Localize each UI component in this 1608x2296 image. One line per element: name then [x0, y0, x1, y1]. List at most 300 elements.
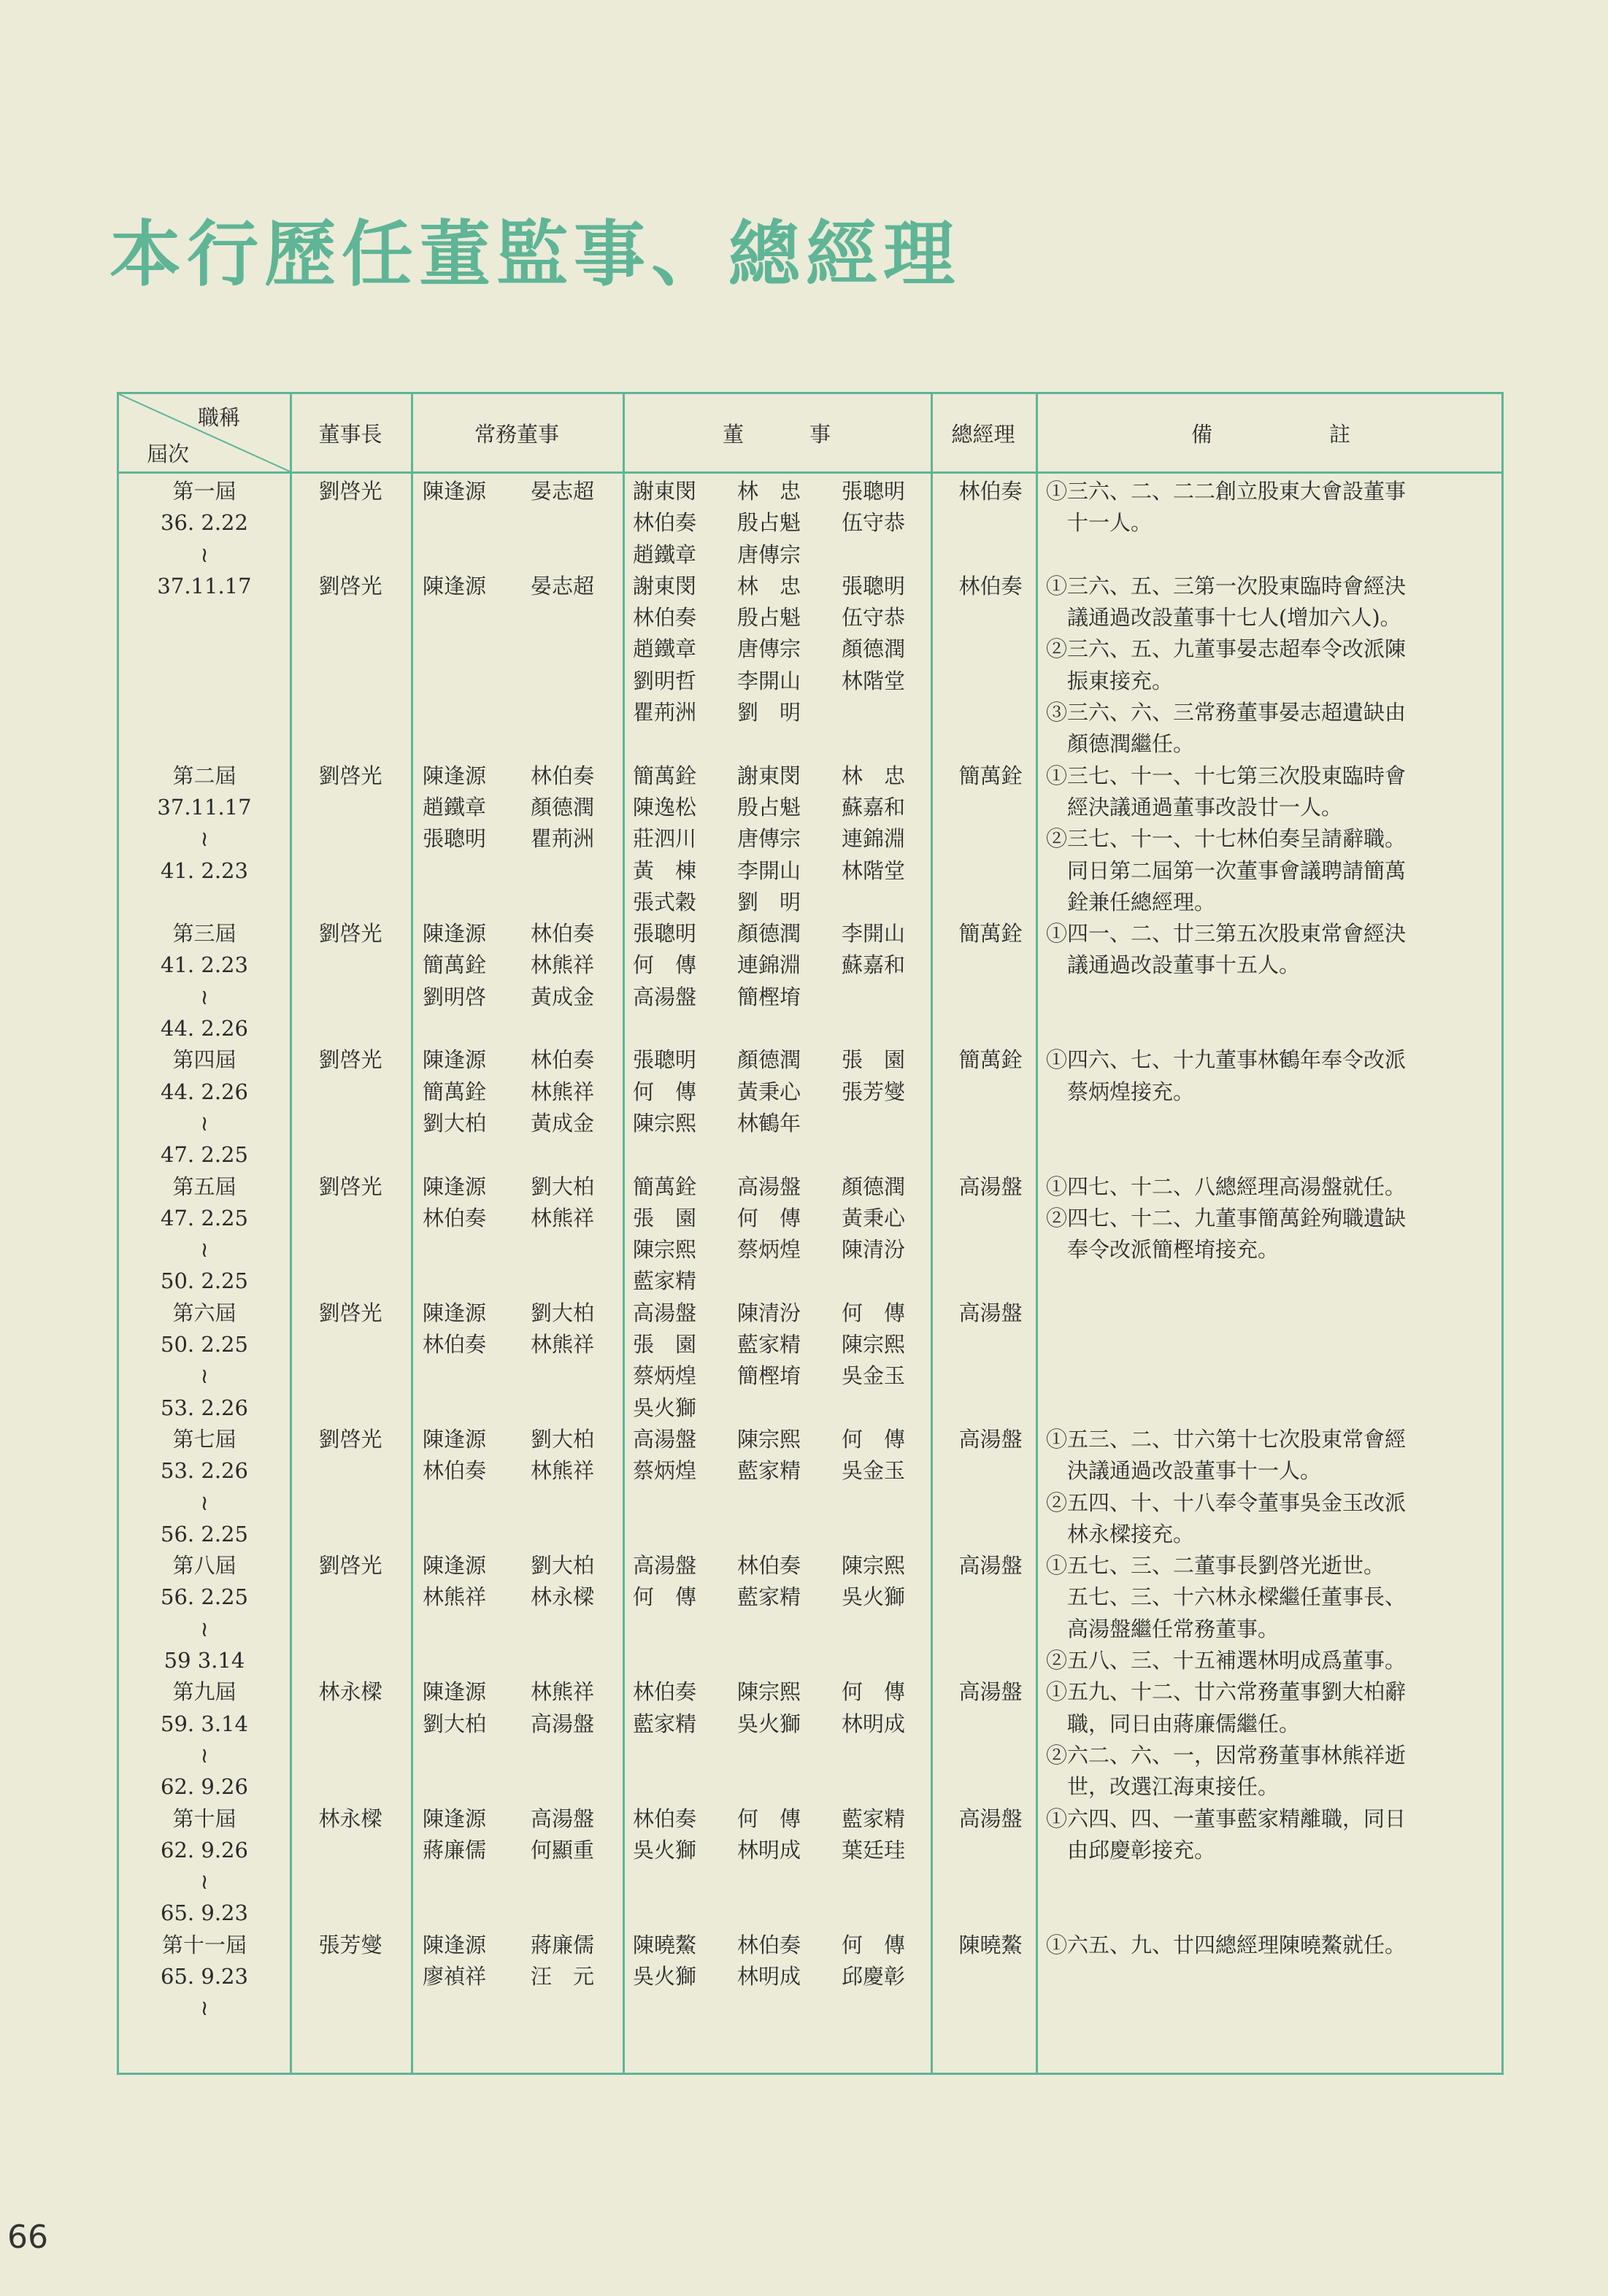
person-name: 陳宗熙: [633, 1237, 697, 1263]
standing-line: [423, 1961, 594, 1992]
note-line: 銓兼任總經理。: [1046, 889, 1216, 914]
person-name: 黃 棟: [633, 858, 697, 883]
standing-line: [423, 1329, 594, 1360]
directors-line: [633, 855, 905, 887]
term-line: ≀: [200, 1237, 209, 1263]
term-line: ≀: [200, 984, 209, 1009]
chairman-cell: 劉啓光: [318, 573, 382, 598]
person-name: 陳宗熙: [842, 1332, 906, 1357]
chairman-cell: 張芳燮: [318, 1932, 382, 1957]
person-name: 黃成金: [531, 1110, 595, 1136]
col-divider: [290, 394, 292, 2073]
standing-directors-cell: [423, 918, 594, 1013]
person-name: 林階堂: [842, 668, 906, 693]
directors-line: [633, 1329, 905, 1360]
person-name: 陳清汾: [842, 1237, 906, 1263]
note-line: 議通過改設董事十七人(增加六人)。: [1046, 605, 1401, 631]
standing-line: [423, 1455, 594, 1487]
term-line: 第四屆: [172, 1047, 236, 1073]
person-name: 黃成金: [531, 984, 595, 1009]
note-line: 顏德潤繼任。: [1046, 731, 1195, 757]
directors-line: [633, 571, 905, 602]
term-cell: [119, 1930, 290, 2025]
person-name: 陳逢源: [423, 1553, 487, 1579]
person-name: 陳宗熙: [842, 1553, 906, 1579]
general-manager-cell: 陳曉鰲: [958, 1932, 1023, 1957]
note-line: ①五七、三、二董事長劉啓光逝世。: [1046, 1553, 1385, 1579]
standing-line: [423, 1835, 594, 1866]
directors-line: [633, 1708, 905, 1740]
directors-cell: [633, 1298, 905, 1424]
term-cell: [119, 918, 290, 1044]
term-cell: [119, 1298, 290, 1424]
standing-line: [423, 1708, 594, 1740]
person-name: 林伯奏: [423, 1205, 487, 1230]
term-line: 44. 2.26: [161, 1079, 248, 1104]
person-name: 高湯盤: [633, 1300, 697, 1325]
directors-line: [633, 982, 905, 1013]
person-name: 林熊祥: [531, 1679, 595, 1705]
term-line: 第九屆: [172, 1679, 236, 1705]
standing-line: [423, 1676, 594, 1708]
person-name: 陳逢源: [423, 1679, 487, 1705]
standing-line: [423, 1424, 594, 1455]
note-line: 奉令改派簡樫堉接充。: [1046, 1237, 1280, 1263]
person-name: 邱慶彰: [842, 1964, 906, 1989]
person-name: 蔡炳煌: [633, 1458, 697, 1484]
person-name: 吳金玉: [842, 1363, 906, 1389]
person-name: 黃秉心: [842, 1205, 906, 1230]
person-name: 高湯盤: [633, 1427, 697, 1452]
directors-cell: [633, 918, 905, 1013]
note-line: ①四一、二、廿三第五次股東常會經決: [1046, 921, 1407, 947]
directors-cell: [633, 1676, 905, 1740]
directors-line: [633, 633, 905, 665]
person-name: 林伯奏: [531, 1047, 595, 1073]
term-line: ≀: [200, 1742, 209, 1768]
person-name: 林熊祥: [531, 1205, 595, 1230]
note-line: ①六五、九、廿四總經理陳曉鰲就任。: [1046, 1932, 1407, 1957]
person-name: 陳逢源: [423, 1427, 487, 1452]
person-name: 藍家精: [842, 1806, 906, 1831]
header-term-label: 屆次: [147, 442, 190, 466]
notes-cell: [1046, 476, 1406, 539]
term-line: 56. 2.25: [161, 1521, 248, 1546]
general-manager-cell: 高湯盤: [958, 1427, 1023, 1452]
person-name: 李開山: [737, 858, 801, 883]
note-line: 議通過改設董事十五人。: [1046, 952, 1301, 978]
person-name: 連錦淵: [737, 952, 801, 978]
person-name: 何 傳: [633, 1079, 697, 1104]
note-line: ②五八、三、十五補選林明成爲董事。: [1046, 1648, 1407, 1673]
term-line: 第八屆: [172, 1553, 236, 1579]
directors-line: [633, 1424, 905, 1455]
directors-line: [633, 1835, 905, 1866]
person-name: 張聰明: [842, 573, 906, 598]
person-name: 劉大柏: [531, 1427, 595, 1452]
directors-line: [633, 1266, 905, 1297]
person-name: 藍家精: [633, 1268, 697, 1294]
person-name: 劉明啓: [423, 984, 487, 1009]
person-name: 何 傳: [842, 1679, 906, 1705]
note-line: ①六四、四、一董事藍家精離職，同日: [1046, 1806, 1407, 1831]
person-name: 張聰明: [423, 826, 487, 852]
person-name: 劉大柏: [423, 1110, 487, 1136]
standing-directors-cell: [423, 1676, 594, 1740]
term-line: 47. 2.25: [161, 1142, 248, 1168]
person-name: 謝東閔: [737, 763, 801, 788]
person-name: 蔡炳煌: [737, 1237, 801, 1263]
directors-line: [633, 1108, 905, 1139]
directors-line: [633, 507, 905, 539]
person-name: 蔡炳煌: [633, 1363, 697, 1389]
note-line: 由邱慶彰接充。: [1046, 1837, 1216, 1862]
note-line: ②三六、五、九董事晏志超奉令改派陳: [1046, 636, 1407, 662]
person-name: 李開山: [737, 668, 801, 693]
term-cell: [119, 1424, 290, 1550]
term-line: 53. 2.26: [161, 1395, 248, 1420]
directors-line: [633, 1392, 905, 1424]
person-name: 蔣廉儒: [531, 1932, 595, 1957]
term-cell: [119, 1044, 290, 1171]
person-name: 謝東閔: [633, 479, 697, 504]
note-line: ①三六、二、二二創立股東大會設董事: [1046, 479, 1407, 504]
standing-line: [423, 571, 594, 602]
general-manager-cell: 高湯盤: [958, 1553, 1023, 1579]
standing-directors-cell: [423, 1171, 594, 1235]
chairman-cell: 劉啓光: [318, 479, 382, 504]
general-manager-cell: 林伯奏: [958, 573, 1023, 598]
standing-line: [423, 1044, 594, 1076]
header-standing: 常務董事: [474, 421, 559, 447]
standing-directors-cell: [423, 1424, 594, 1487]
term-cell: [119, 760, 290, 887]
person-name: 陳逢源: [423, 479, 487, 504]
general-manager-cell: 高湯盤: [958, 1300, 1023, 1325]
person-name: 唐傳宗: [737, 636, 801, 662]
person-name: 吳火獅: [633, 1964, 697, 1989]
standing-directors-cell: [423, 1803, 594, 1867]
person-name: 劉大柏: [423, 1711, 487, 1736]
page-title: 本行歷任董監事、總經理: [109, 213, 961, 296]
person-name: 藍家精: [737, 1458, 801, 1484]
person-name: 陳曉鰲: [633, 1932, 697, 1957]
term-line: 62. 9.26: [161, 1837, 248, 1862]
directors-cell: [633, 1550, 905, 1614]
term-line: ≀: [200, 1490, 209, 1515]
header-position-label: 職稱: [198, 405, 241, 430]
person-name: 林階堂: [842, 858, 906, 883]
note-line: ①四六、七、十九董事林鶴年奉令改派: [1046, 1047, 1407, 1073]
person-name: 陳逢源: [423, 1174, 487, 1199]
person-name: 李開山: [842, 921, 906, 947]
person-name: 陳逢源: [423, 1047, 487, 1073]
chairman-cell: 劉啓光: [318, 1427, 382, 1452]
standing-directors-cell: [423, 571, 594, 602]
chairman-cell: 劉啓光: [318, 921, 382, 947]
person-name: 顏德潤: [737, 1047, 801, 1073]
person-name: 陳逸松: [633, 794, 697, 820]
term-line: 37.11.17: [157, 794, 252, 820]
standing-line: [423, 918, 594, 949]
header-gm: 總經理: [951, 421, 1015, 447]
term-cell: [119, 476, 290, 602]
person-name: 伍守恭: [842, 605, 906, 631]
person-name: 何 傳: [737, 1806, 801, 1831]
person-name: 顏德潤: [737, 921, 801, 947]
directors-line: [633, 1076, 905, 1108]
directors-line: [633, 1234, 905, 1266]
directors-line: [633, 1455, 905, 1487]
person-name: 吳火獅: [842, 1584, 906, 1610]
note-line: 世，改選江海東接任。: [1046, 1774, 1280, 1800]
directors-line: [633, 823, 905, 855]
term-line: 56. 2.25: [161, 1584, 248, 1610]
note-line: ①三六、五、三第一次股東臨時會經決: [1046, 573, 1407, 598]
chairman-cell: 劉啓光: [318, 1174, 382, 1199]
person-name: 葉廷珪: [842, 1837, 906, 1862]
person-name: 劉 明: [737, 700, 801, 725]
person-name: 簡樫堉: [737, 1363, 801, 1389]
col-divider: [411, 394, 413, 2073]
person-name: 張 園: [633, 1205, 697, 1230]
term-cell: [119, 1803, 290, 1930]
person-name: 林 忠: [737, 573, 801, 598]
person-name: 瞿荊洲: [531, 826, 595, 852]
person-name: 吳金玉: [842, 1458, 906, 1484]
standing-directors-cell: [423, 476, 594, 507]
directors-line: [633, 476, 905, 507]
directors-cell: [633, 1044, 905, 1139]
directors-line: [633, 697, 905, 728]
person-name: 陳逢源: [423, 1806, 487, 1831]
person-name: 晏志超: [531, 573, 595, 598]
directors-cell: [633, 1930, 905, 1993]
note-line: ③三六、六、三常務董事晏志超遺缺由: [1046, 700, 1407, 725]
notes-cell: [1046, 1550, 1406, 1676]
term-line: 37.11.17: [157, 573, 252, 598]
person-name: 簡樫堉: [737, 984, 801, 1009]
standing-line: [423, 792, 594, 823]
directors-line: [633, 918, 905, 949]
person-name: 林熊祥: [531, 1079, 595, 1104]
person-name: 林 忠: [737, 479, 801, 504]
note-line: 職，同日由蔣廉儒繼任。: [1046, 1711, 1301, 1736]
person-name: 莊泗川: [633, 826, 697, 852]
person-name: 陳逢源: [423, 1932, 487, 1957]
person-name: 林伯奏: [633, 510, 697, 536]
person-name: 高湯盤: [633, 984, 697, 1009]
person-name: 林鶴年: [737, 1110, 801, 1136]
chairman-cell: 劉啓光: [318, 1553, 382, 1579]
term-line: 第一屆: [172, 479, 236, 504]
person-name: 劉大柏: [531, 1300, 595, 1325]
note-line: ②五四、十、十八奉令董事吳金玉改派: [1046, 1490, 1407, 1515]
directors-line: [633, 760, 905, 792]
person-name: 林 忠: [842, 763, 906, 788]
note-line: 同日第二屆第一次董事會議聘請簡萬: [1046, 858, 1407, 883]
directors-line: [633, 1550, 905, 1582]
directors-line: [633, 1298, 905, 1329]
directors-line: [633, 1171, 905, 1203]
person-name: 張芳燮: [842, 1079, 906, 1104]
note-line: ①五九、十二、廿六常務董事劉大柏辭: [1046, 1679, 1407, 1705]
term-line: ≀: [200, 542, 209, 567]
directors-line: [633, 792, 905, 823]
person-name: 陳逢源: [423, 763, 487, 788]
directors-line: [633, 1044, 905, 1076]
header-directors: 董事: [722, 421, 896, 447]
header-divider: [119, 471, 1501, 474]
directors-line: [633, 539, 905, 571]
person-name: 張 園: [842, 1047, 906, 1073]
person-name: 何 傳: [633, 952, 697, 978]
note-line: ②四七、十二、九董事簡萬銓殉職遺缺: [1046, 1205, 1407, 1230]
person-name: 何 傳: [842, 1300, 906, 1325]
standing-line: [423, 1803, 594, 1835]
person-name: 何 傳: [633, 1584, 697, 1610]
person-name: 張 園: [633, 1332, 697, 1357]
note-line: 高湯盤繼任常務董事。: [1046, 1616, 1280, 1641]
person-name: 陳宗熙: [633, 1110, 697, 1136]
note-line: 五七、三、十六林永樑繼任董事長、: [1046, 1584, 1407, 1610]
person-name: 顏德潤: [842, 636, 906, 662]
standing-line: [423, 1298, 594, 1329]
note-line: ②六二、六、一，因常務董事林熊祥逝: [1046, 1742, 1407, 1768]
person-name: 陳逢源: [423, 921, 487, 947]
note-line: ①三七、十一、十七第三次股東臨時會: [1046, 763, 1407, 788]
person-name: 劉大柏: [531, 1553, 595, 1579]
term-line: 36. 2.22: [161, 510, 248, 536]
term-line: 47. 2.25: [161, 1205, 248, 1230]
person-name: 蔣廉儒: [423, 1837, 487, 1862]
notes-cell: [1046, 1803, 1406, 1867]
note-line: ①四七、十二、八總經理高湯盤就任。: [1046, 1174, 1407, 1199]
term-line: 53. 2.26: [161, 1458, 248, 1484]
term-line: 第三屆: [172, 921, 236, 947]
person-name: 林伯奏: [633, 1679, 697, 1705]
person-name: 謝東閔: [633, 573, 697, 598]
note-line: ②三七、十一、十七林伯奏呈請辭職。: [1046, 826, 1407, 852]
notes-cell: [1046, 571, 1406, 760]
person-name: 唐傳宗: [737, 542, 801, 567]
term-line: ≀: [200, 1995, 209, 2021]
term-line: 59. 3.14: [161, 1711, 248, 1736]
term-line: 第二屆: [172, 763, 236, 788]
term-line: 65. 9.23: [161, 1900, 248, 1926]
person-name: 藍家精: [737, 1584, 801, 1610]
term-line: 44. 2.26: [161, 1016, 248, 1041]
person-name: 陳宗熙: [737, 1679, 801, 1705]
page-number: 66: [7, 2219, 48, 2256]
person-name: 劉 明: [737, 889, 801, 914]
person-name: 吳火獅: [633, 1837, 697, 1862]
directors-line: [633, 1961, 905, 1992]
directors-cell: [633, 1171, 905, 1298]
term-line: ≀: [200, 1363, 209, 1389]
notes-cell: [1046, 1930, 1406, 1961]
person-name: 瞿荊洲: [633, 700, 697, 725]
person-name: 吳火獅: [633, 1395, 697, 1420]
person-name: 林明成: [737, 1837, 801, 1862]
directors-cell: [633, 1424, 905, 1487]
directors-line: [633, 1803, 905, 1835]
directors-line: [633, 1203, 905, 1234]
col-divider: [623, 394, 625, 2073]
person-name: 林熊祥: [423, 1584, 487, 1610]
standing-directors-cell: [423, 1930, 594, 1993]
standing-line: [423, 1930, 594, 1961]
directors-cell: [633, 476, 905, 571]
notes-cell: [1046, 1676, 1406, 1803]
term-line: 第十屆: [172, 1806, 236, 1831]
person-name: 劉明哲: [633, 668, 697, 693]
general-manager-cell: 高湯盤: [958, 1679, 1023, 1705]
term-line: 41. 2.23: [161, 858, 248, 883]
note-line: ①五三、二、廿六第十七次股東常會經: [1046, 1427, 1407, 1452]
term-cell: [119, 1171, 290, 1298]
person-name: 林伯奏: [737, 1932, 801, 1957]
notes-cell: [1046, 1424, 1406, 1550]
person-name: 殷占魁: [737, 605, 801, 631]
person-name: 張聰明: [633, 921, 697, 947]
person-name: 高湯盤: [737, 1174, 801, 1199]
person-name: 簡萬銓: [633, 1174, 697, 1199]
standing-line: [423, 760, 594, 792]
standing-line: [423, 1550, 594, 1582]
person-name: 陳逢源: [423, 1300, 487, 1325]
standing-line: [423, 1582, 594, 1613]
chairman-cell: 劉啓光: [318, 1300, 382, 1325]
directors-cell: [633, 1803, 905, 1867]
person-name: 張聰明: [842, 479, 906, 504]
person-name: 林熊祥: [531, 952, 595, 978]
person-name: 林伯奏: [633, 1806, 697, 1831]
directors-cell: [633, 760, 905, 918]
note-line: 十一人。: [1046, 510, 1153, 536]
term-line: 41. 2.23: [161, 952, 248, 978]
general-manager-cell: 簡萬銓: [958, 1047, 1023, 1073]
person-name: 趙鐵章: [633, 542, 697, 567]
person-name: 高湯盤: [531, 1711, 595, 1736]
standing-line: [423, 1203, 594, 1234]
person-name: 高湯盤: [531, 1806, 595, 1831]
person-name: 陳逢源: [423, 573, 487, 598]
directors-line: [633, 1582, 905, 1613]
header-notes: 備註: [1190, 421, 1467, 447]
person-name: 簡萬銓: [633, 763, 697, 788]
general-manager-cell: 林伯奏: [958, 479, 1023, 504]
directors-line: [633, 1676, 905, 1708]
term-line: ≀: [200, 1616, 209, 1641]
standing-line: [423, 1076, 594, 1108]
note-line: 蔡炳煌接充。: [1046, 1079, 1195, 1104]
notes-cell: [1046, 1171, 1406, 1266]
person-name: 何 傳: [842, 1427, 906, 1452]
person-name: 黃秉心: [737, 1079, 801, 1104]
standing-directors-cell: [423, 760, 594, 855]
term-line: 59 3.14: [164, 1648, 245, 1673]
term-line: 50. 2.25: [161, 1332, 248, 1357]
person-name: 林熊祥: [531, 1458, 595, 1484]
term-line: 62. 9.26: [161, 1774, 248, 1800]
note-line: 決議通過改設董事十一人。: [1046, 1458, 1322, 1484]
general-manager-cell: 高湯盤: [958, 1174, 1023, 1199]
person-name: 趙鐵章: [633, 636, 697, 662]
person-name: 林熊祥: [531, 1332, 595, 1357]
term-line: 第六屆: [172, 1300, 236, 1325]
person-name: 蘇嘉和: [842, 794, 906, 820]
